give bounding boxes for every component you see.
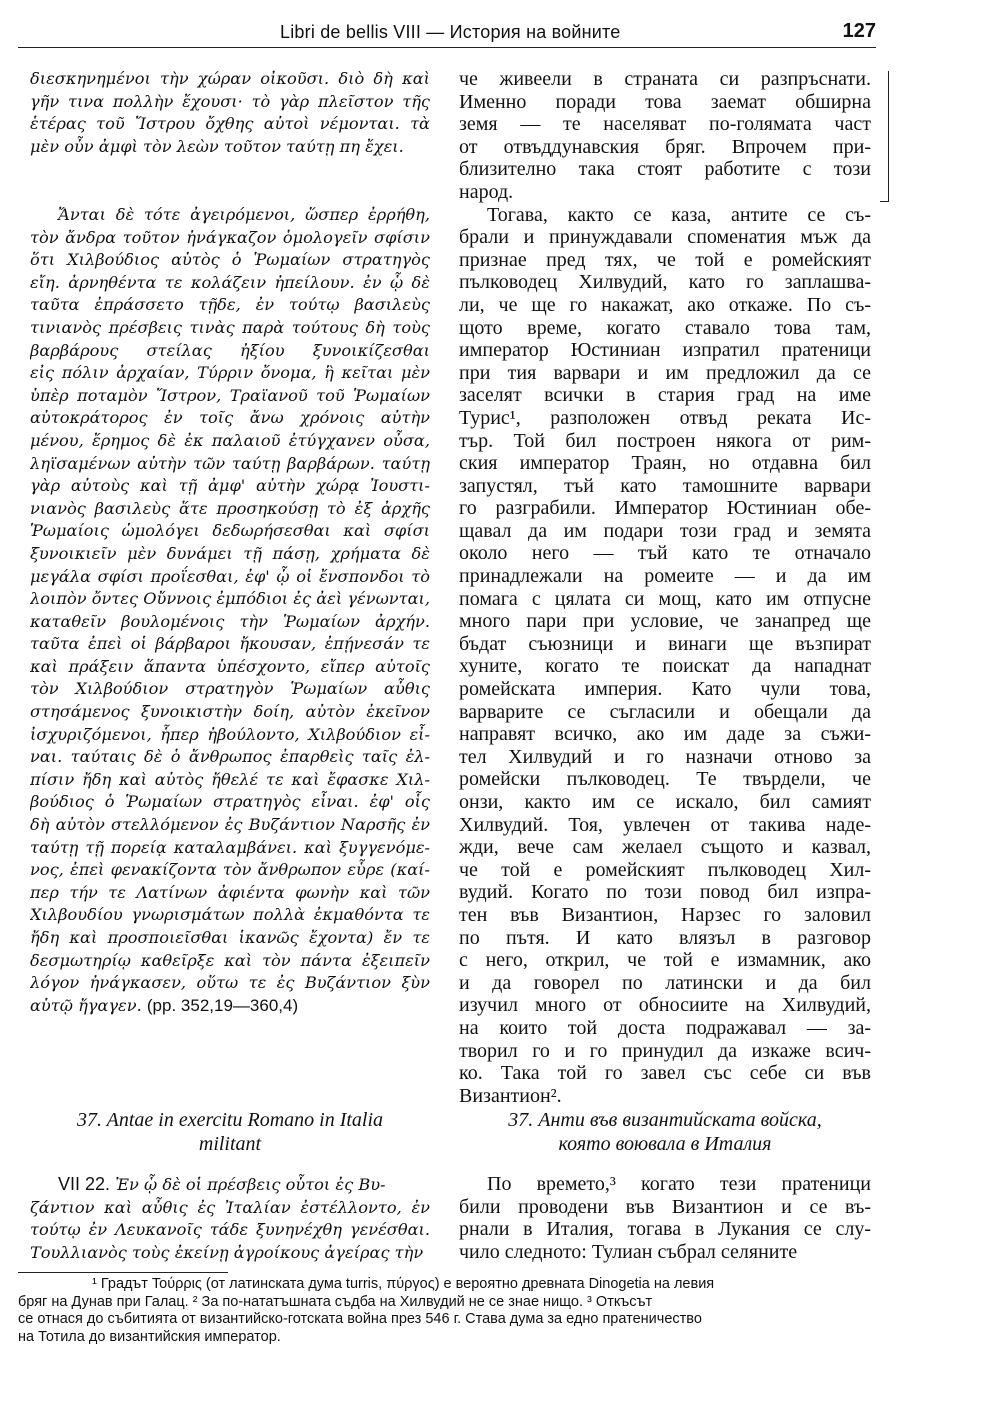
text-line: принадлежали на ромеите — и да им (459, 565, 871, 588)
text-line: δεσμωτηρίῳ καθεῖρξε καὶ τὸν πάντα ἐξειπεῖν (30, 950, 430, 970)
running-header (18, 20, 876, 46)
text-line: μένου, ἔρημος δὲ ἐκ παλαιοῦ ἐτύγχανεν οὖσα, (30, 430, 430, 450)
text-line: ὅτι Χιλβούδιος αὐτὸς ὁ Ῥωμαίων στρατηγὸς (30, 250, 430, 270)
text-line: на Тотила до византийския император. (18, 1328, 281, 1345)
text-line: περ τήν τε Λατίνων ἀφιέντα φωνὴν καὶ τῶν (30, 882, 430, 902)
text-line: ¹ Градът Τούρρις (от латинската дума turris, πύργος) е вероятно древната Dinogetia на левия (92, 1276, 715, 1292)
text-line: Ἄνται δὲ τότε ἀγειρόμενοι, ὥσπερ ἐρρήθη, (58, 205, 430, 224)
text-line: брали и принуждавали споменатия мъж да (459, 226, 871, 249)
text-line: се отнася до събитията от византийско-готската война през 546 г. Става дума за едно пратеничество (18, 1311, 702, 1328)
heading-line: 37. Анти във византийската войска, (508, 1109, 822, 1131)
text-line: По времето,³ когато тези пратеници (487, 1173, 871, 1195)
text-line: λοιπὸν ὄντες Οὔννοις ἐμπόδιοι ἐς ἀεὶ γένωνται, (30, 589, 430, 609)
book-chapter-prefix: VII 22. (58, 1174, 111, 1194)
text-line: ἰσχυριζόμενοι, ἧπερ ἠβούλοντο, Χιλβούδιον εἶ- (30, 724, 430, 744)
footnote-rule (18, 1272, 228, 1273)
text-line: ли, че ще го накажат, ако откаже. По съ- (459, 293, 871, 316)
text-line: хуните, когато те поискат да нападнат (459, 655, 871, 678)
text-line: τὸν Χιλβούδιον στρατηγὸν Ῥωμαίων αὖθις (30, 679, 430, 699)
text-line: ромейската империя. Като чули това, (459, 678, 871, 701)
text-line: заселят всички в стария град на име (459, 384, 871, 407)
greek-text-top (30, 68, 430, 158)
text-line: изучил много от обносиите на Хилвудий, (459, 994, 871, 1017)
text-line: βαρβάρους στείλας ἠξίου ξυνοικίζεσθαι (30, 340, 430, 360)
text-line: тен във Византион, Нарзес го заловил (459, 903, 871, 926)
text-line: император Юстиниан изпратил пратеници (459, 339, 871, 362)
bulgarian-text-bottom (459, 1173, 871, 1263)
text-line: τούτῳ ἐν Λευκανοῖς τάδε ξυνηνέχθη γενέσθαι. (30, 1220, 430, 1240)
text-line: πίσιν ἤδη καὶ αὐτὸς ἤθελέ τε καὶ ἔφασκε Χιλ- (30, 769, 430, 789)
text-line: близително така стоят работите с този (459, 158, 871, 181)
text-line: щото време, когато ставало това там, (459, 316, 871, 339)
text-line: и да говорел по латински и да бил (459, 971, 871, 994)
text-line: Именно поради това заемат обширна (459, 90, 871, 113)
text-line: ζάντιον καὶ αὖθις ἐς Ἰταλίαν ἐστέλλοντο, ἐν (30, 1197, 430, 1217)
text-line: помага с цялата си мощ, като им отпусне (459, 587, 871, 610)
text-line: τινιανὸς πρέσβεις τινὰς παρὰ τούτους δὴ τοὺς (30, 317, 430, 337)
text-line: щавал да им подари този град и земята (459, 519, 871, 542)
text-line: чило следното: Тулиан събрал селяните (459, 1240, 798, 1263)
text-line: били проводени във Византион и се въ- (459, 1195, 871, 1218)
page-number: 127 (842, 20, 876, 42)
source-reference: (pp. 352,19—360,4) (146, 995, 299, 1015)
text-line: земя — те населяват по-голямата част (459, 113, 871, 136)
text-line: γῆν τινα πολλὴν ἔχουσι· τὸ γὰρ πλεῖστον τῆς (30, 91, 430, 111)
greek-text-main (30, 204, 430, 1017)
text-line: народ. (459, 180, 514, 203)
text-line: διεσκηνημένοι τὴν χώραν οἰκοῦσι. διὸ δὴ καὶ (30, 69, 430, 88)
text-line: ὑπὲρ ποταμὸν Ἴστρον, Τραϊανοῦ τοῦ Ῥωμαίων (30, 385, 430, 405)
text-line: бъдат съюзници и винаги ще възпират (459, 632, 871, 655)
text-line: Тогава, както се каза, антите се съ- (487, 203, 871, 226)
header-rule (18, 47, 876, 48)
text-line: бряг на Дунав при Галац. ² За по-нататъшната съдба на Хилвудий не се знае нищо. ³ Откъсът (18, 1293, 653, 1310)
text-line: νιανὸς βασιλεὺς ἅτε προσηκούσῃ τὸ ἐξ ἀρχῆς (30, 498, 430, 518)
text-line: тел Хилвудий и го назначи отново за (459, 745, 871, 768)
text-line: γὰρ αὐτοὺς καὶ τῇ ἀμφ' αὐτὴν χώρᾳ Ἰουστι- (30, 476, 430, 496)
text-line: ἑτέρας τοῦ Ἴστρου ὄχθης αὐτοὶ νέμονται. τὰ (30, 114, 430, 134)
text-line: λόγον ἠνάγκασεν, οὕτω τε ἐς Βυζάντιον ξὺν (30, 973, 430, 993)
bulgarian-translation-main (459, 68, 871, 1107)
greek-text-bottom (30, 1173, 430, 1264)
text-line: αὐτοκράτορος ἐν τοῖς ἄνω χρόνοις αὐτὴν (30, 408, 430, 428)
section-heading-bulgarian (459, 1108, 871, 1156)
text-line: Хилвудий. Тоя, увлечен от такива наде- (459, 813, 871, 836)
heading-line: militant (198, 1133, 262, 1155)
text-line: с него, открил, че той е измамник, ако (459, 949, 871, 972)
heading-line: която воювала в Италия (558, 1133, 772, 1155)
text-line: ромейски пълководец. Те твърдели, че (459, 768, 871, 791)
text-line: νος, ἐπεὶ φενακίζοντα τὸν ἄνθρωπον εὗρε (καί- (30, 860, 430, 880)
text-line: вудий. Когато по този повод бил изпра- (459, 881, 871, 904)
text-line-with-ref (30, 995, 430, 1018)
text-line: δὴ αὐτὸν στελλόμενον ἐς Βυζάντιον Ναρσῆς ἐν (30, 815, 430, 835)
running-title: Libri de bellis VIII — История на войните (280, 22, 621, 42)
text-line: ταῦτα ἐπράσσετο τῇδε, ἐν τούτῳ βασιλεὺς (30, 295, 430, 315)
text-line: че той е ромейският пълководец Хил- (459, 858, 871, 881)
text-line: Турис¹, разположен отвъд реката Ис- (459, 406, 871, 429)
text-line-with-prefix (30, 1173, 430, 1197)
text-line: при тия варвари и им предложил да се (459, 361, 871, 384)
text-line: ταῦτα ἐπεὶ οἱ βάρβαροι ἤκουσαν, ἐπῄνεσάν τε (30, 634, 430, 654)
text-line: Ἐν ᾧ δὲ οἱ πρέσβεις οὗτοι ἐς Βυ- (115, 1175, 386, 1194)
text-line: καταθεῖν βουλομένοις τὴν Ῥωμαίων ἀρχήν. (30, 611, 430, 631)
text-line: ταύτῃ τῇ πορείᾳ καταλαμβάνει. καὶ ξυγγενόμε- (30, 837, 430, 857)
text-line: Χιλβουδίου γνωρισμάτων πολλὰ ἐκμαθόντα τε (30, 905, 430, 925)
text-line: καὶ πράξειν ἅπαντα ὑπέσχοντο, εἴπερ αὐτοῖς (30, 656, 430, 676)
text-line: αὑτῷ ἤγαγεν. (30, 995, 142, 1015)
text-line: творил го и го принудил да изкаже всич- (459, 1039, 871, 1062)
text-line: че живеели в страната си разпръснати. (459, 68, 871, 90)
text-line: εἰς πόλιν ἀρχαίαν, Τύρριν ὄνομα, ἣ κεῖται μὲν (30, 363, 430, 383)
text-line: тър. Той бил построен някога от рим- (459, 429, 871, 452)
text-line: ския император Траян, но отдавна бил (459, 452, 871, 475)
text-line: на които той доста подражавал — за- (459, 1016, 871, 1039)
text-line: Τουλλιανὸς τοὺς ἐκείνῃ ἀγροίκους ἀγείρας τὴν (30, 1242, 424, 1262)
text-line: около него — тъй като те отначало (459, 542, 871, 565)
text-line: варварите се съгласили и обещали да (459, 700, 871, 723)
text-line: μὲν οὖν ἀμφὶ τὸν λεὼν τοῦτον ταύτῃ πη ἔχει. (30, 136, 404, 156)
text-line: много пари при условие, че занапред ще (459, 610, 871, 633)
text-line: ναι. ταύταις δὲ ὁ ἄνθρωπος ἐπαρθεὶς ταῖς ἐλ- (30, 747, 430, 767)
text-line: запустял, тъй като тамошните варвари (459, 474, 871, 497)
text-line: Ῥωμαίοις ὡμολόγει δεδωρήσεσθαι καὶ σφίσι (30, 521, 430, 541)
text-line: τὸν ἄνδρα τοῦτον ἠνάγκαζον ὁμολογεῖν σφίσιν (30, 227, 430, 247)
text-line: пълководец Хилвудий, като го заплашва- (459, 271, 871, 294)
section-heading-latin (30, 1108, 430, 1156)
text-line: ἤδη καὶ προσποιεῖσθαι ἱκανῶς ἔχοντα) ἔν τε (30, 928, 430, 947)
text-line: βούδιος ὁ Ῥωμαίων στρατηγὸς εἶναι. ἐφ' οἷς (30, 792, 430, 812)
text-line: по пътя. И като влязъл в разговор (459, 926, 871, 949)
text-line: рнали в Италия, тогава в Лукания се слу- (459, 1218, 871, 1241)
text-line: ληϊσαμένων αὐτὴν τῶν ταύτῃ βαρβάρων. ταύτῃ (30, 453, 430, 473)
margin-bracket (880, 71, 889, 202)
text-line: жди, вече сам желаел същото и казвал, (459, 836, 871, 859)
text-line: от отвъддунавския бряг. Впрочем при- (459, 135, 871, 158)
text-line: го разграбили. Император Юстиниан обе- (459, 497, 871, 520)
heading-line: 37. Antae in exercitu Romano in Italia (76, 1109, 384, 1131)
text-line: Византион². (459, 1084, 562, 1107)
text-line: μεγάλα σφίσι προΐεσθαι, ἐφ' ᾧ οἱ ἔνσπονδοι τὸ (30, 566, 430, 586)
text-line: ко. Така той го завел със себе си във (459, 1062, 871, 1085)
text-line: признае пред тях, че той е ромейският (459, 248, 871, 271)
text-line: направят всичко, ако им даде за съжи- (459, 723, 871, 746)
text-line: εἴη. ἀρνηθέντα τε κολάζειν ἠπείλουν. ἐν ᾧ δὲ (30, 272, 430, 292)
text-line: στησάμενος ξυνοικιστὴν δοίη, αὐτὸν ἐκεῖνον (30, 702, 430, 722)
text-line: ξυνοικιεῖν μὲν δυνάμει τῇ πάσῃ, χρήματα δὲ (30, 543, 430, 563)
text-line: онзи, както им се искало, бил самият (459, 791, 871, 813)
footnotes (18, 1276, 868, 1346)
